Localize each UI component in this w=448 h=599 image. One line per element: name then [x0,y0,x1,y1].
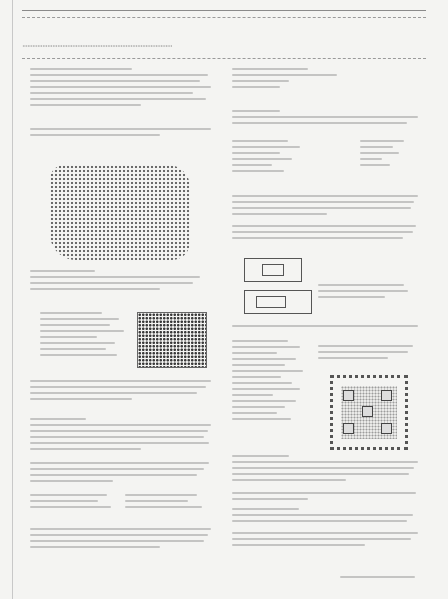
figure-1-caption [30,270,215,294]
left-column-table-right [125,494,215,512]
small-list-block [40,312,128,360]
diagram-block-1-inner [262,264,284,276]
left-column-paragraph-6 [30,528,215,552]
header-rule-top [22,10,426,18]
header-rule-bottom [22,58,426,62]
halftone-figure-2 [137,312,207,368]
right-column-formula-left [232,140,312,176]
right-column-paragraph-6 [232,492,422,504]
right-column-paragraph-3 [232,225,422,243]
right-column-listing [232,340,307,424]
footer-running-head [340,576,415,582]
right-column-equations [232,68,422,92]
right-column-paragraph-8 [232,532,422,550]
right-column-paragraph-7 [232,508,422,526]
left-column-paragraph-4 [30,418,215,454]
diagram-side-caption [318,284,413,302]
right-column-paragraph-1 [232,110,422,128]
left-column-paragraph-3 [30,380,215,404]
figure-frame-caption [318,345,418,363]
halftone-figure-1 [50,165,190,260]
header-banner: ·························································································· [22,42,172,51]
left-column-paragraph-5 [30,462,215,486]
diagram-block-2-inner [256,296,286,308]
left-column-paragraph-1 [30,68,215,110]
right-column-paragraph-2 [232,195,422,219]
right-column-paragraph-4 [232,325,422,331]
right-column-formula-right [360,140,415,170]
framed-dot-figure [330,375,408,450]
left-column-paragraph-2 [30,128,215,140]
right-column-paragraph-5 [232,455,422,485]
left-column-table-left [30,494,120,512]
page-edge-shadow [12,0,13,599]
